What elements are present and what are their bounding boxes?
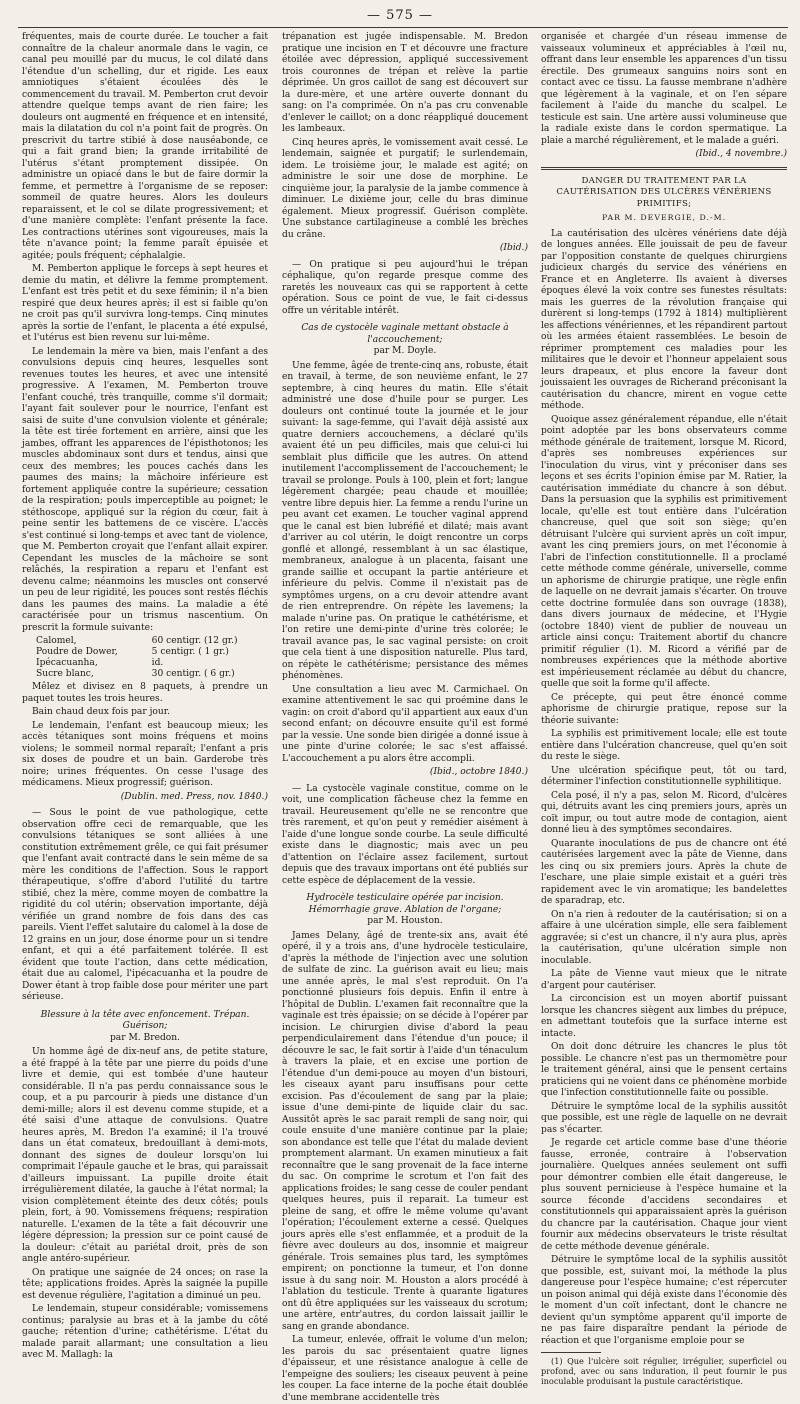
paragraph: trépanation est jugée indispensable. M. Bredon pratique une incision en T et découvre une fracture étoilée avec dépression, appliqué successivement trois couronnes de trépan et relève la partie déprimée. Un gros caillot de sang est découvert sur la dure-mère, et une artère ouverte donnant du sang: on l'a comprimée. On n'a pas cru convenable d'enlever le caillot; on a donc réappliqué doucement les lambeaux. (282, 32, 528, 134)
prescription-note: Mêlez et divisez en 8 paquets, à prendre un paquet toutes les trois heures. (22, 682, 268, 704)
paragraph: Le lendemain, l'enfant est beaucoup mieux; les accès tétaniques sont moins fréquens et moins violens; le sommeil normal reparaît; l'enfant a pris six doses de poudre et un bain. Garderobe très noire; urines fréquentes. On cesse l'usage des médicamens. Mieux progressif; guérison. (22, 720, 268, 788)
article-title: DANGER DU TRAITEMENT PAR LA CAUTÉRISATION DES ULCÈRES VÉNÉRIENS PRIMITIFS; (556, 175, 772, 209)
case-title-text: Hydrocèle testiculaire opérée par incision. Hémorrhagie grave. Ablation de l'organe; (306, 893, 504, 915)
paragraph: Cinq heures après, le vomissement avait cessé. Le lendemain, saignée et purgatif; le surlendemain, idem. Le troisième jour, le malade est agité; on administre le soir une dose de morphine. Le cinquième jour, la paralysie de la jambe commence à diminuer. Le dixième jour, celle du bras diminue également. Mieux progressif. Guérison complète. Une substance cartilagineuse a comblé les brèches du crâne. (282, 137, 528, 240)
dose: 60 centigr. (12 gr.) (151, 636, 238, 646)
paragraph: Le lendemain la mère va bien, mais l'enfant a des convulsions depuis cinq heures, lesquelles sont revenues toutes les heures, et avec une intensité progressive. A l'examen, M. Pemberton trouve l'enfant couché, très tranquille, comme s'il dormait; l'ayant fait soulever pour le nourrice, l'enfant est saisi de suite d'une convulsion violente et générale; la tête est tirée fortement en arrière, ainsi que les jambes, offrant les apparences de l'épisthotonos; les muscles abdominaux sont durs et tendus, ainsi que ceux des membres; les pouces cachés dans les paumes des mains; la mâchoire inférieure est fortement appliquée contre la supérieure; cessation de la respiration; pouls imperceptible au poignet; le stéthoscope, appliqué sur la région du cœur, fait à peine sentir les battemens de ce viscère. L'accès s'est continué si long-temps et avec tant de violence, que M. Pemberton croyait que l'enfant allait expirer. Cependant les muscles de la mâchoire se sont relâchés, la respiration a reparu et l'enfant est devenu calme; néanmoins les muscles ont conservé un peu de leur rigidité, les pouces sont restés fléchis dans les paumes des mains. La maladie a été caractérisée pour un trismus nascentium. On prescrit la formule suivante: (22, 346, 268, 633)
ingredient: Calomel, (36, 636, 77, 646)
case-title (22, 1010, 268, 1045)
paragraph: Je regarde cet article comme base d'une théorie fausse, erronée, contraire à l'observation journalière. Quelques années seulement ont suffi pour démontrer combien elle était dangereuse, le plus souvent pernicieuse à l'espèce humaine et la source féconde d'accidens secondaires et constitutionnels qui apparaissaient après la guérison du chancre par la cautérisation. Chaque jour vient fournir aux médecins observateurs le triste résultat de cette méthode devenue générale. (541, 1138, 787, 1252)
dose: 30 centigr. ( 6 gr.) (151, 669, 235, 679)
paragraph: Détruire le symptôme local de la syphilis aussitôt que possible, est une règle de laquelle on ne devrait pas s'écarter. (541, 1101, 787, 1135)
paragraph: Quarante inoculations de pus de chancre ont été cautérisées largement avec la pâte de Vienne, dans les cinq ou six premiers jours. Après la chute de l'eschare, une plaie simple existait et a guéri très rapidement avec le vin aromatique; les bandelettes de sparadrap, etc. (541, 838, 787, 906)
source-citation: (Dublin. med. Press, nov. 1840.) (120, 791, 268, 802)
prescription-formula (22, 636, 268, 680)
paragraph: Ce précepte, qui peut être énoncé comme aphorisme de chirurgie pratique, repose sur la théorie suivante: (541, 692, 787, 726)
paragraph: La cautérisation des ulcères vénériens date déjà de longues années. Elle jouissait de peu de faveur par l'opposition constante de quelques chirurgiens judicieux chargés du service des vénériens en France et en Angleterre. Ils avaient à diverses époques élevé la voix contre ses funestes résultats: mais les guerres de la révolution française qui durèrent si long-temps (1792 à 1814) multiplièrent les affections vénériennes, et les répandirent partout où les armées étaient rassemblées. Le besoin de réprimer promptement ces maladies pour les militaires que le devoir et l'honneur appelaient sous leurs drapeaux, et plus encore la faveur dont jouissaient les ouvrages de Richerand préconisant la cautérisation du chancre, mirent en vogue cette méthode. (541, 228, 787, 411)
prescription-row (22, 647, 268, 658)
paragraph: Quoique assez généralement répandue, elle n'était point adoptée par les bons observateurs comme méthode générale de traitement, lorsque M. Ricord, d'après ses nombreuses expériences sur l'inoculation du virus, vint y préconiser dans ses leçons et ses écrits l'opinion émise par M. Ratier, la cautérisation immédiate du chancre à son début. Dans la persuasion que la syphilis est primitivement locale, qu'elle est tout entière dans l'ulcération chancreuse, quel que soit son siège; qu'en détruisant l'ulcère qui survient après un coït impur, avant les cinq premiers jours, on met l'économie à l'abri de l'infection constitutionnelle. Il a proclamé cette méthode comme générale, universelle, comme un aphorisme de chirurgie pratique, une règle enfin de laquelle on ne devrait jamais s'écarter. On trouve cette doctrine formulée dans son ouvrage (1838), dans divers journaux de médecine, et l'Hygie (octobre 1840) vient de publier de nouveau un article ainsi conçu: Traitement abortif du chancre primitif régulier (1). M. Ricord a vérifié par de nombreuses expériences que la méthode abortive est impérieusement réclamée au début du chancre, quelle que soit la forme qu'il affecte. (541, 414, 787, 689)
page-number: — 575 — (366, 8, 434, 23)
case-author: par M. Doyle. (373, 346, 437, 356)
case-title-text: Cas de cystocèle vaginale mettant obstacle à l'accouchement; (301, 323, 509, 345)
case-title-text: Blessure à la tête avec enfoncement. Trépan. Guérison; (40, 1009, 250, 1031)
column-2 (282, 32, 528, 1403)
ingredient: Poudre de Dower, (36, 647, 118, 657)
dose: id. (151, 658, 164, 668)
paragraph: On pratique une saignée de 24 onces; on rase la tête; applications froides. Après la saignée la pupille est devenue régulière, l'agitation a diminué un peu. (22, 1267, 268, 1301)
paragraph: Détruire le symptôme local de la syphilis aussitôt que possible, est, suivant moi, la méthode la plus dangereuse pour l'espèce humaine; c'est répercuter un poison animal qui déjà existe dans l'économie dès le moment d'un coït infectant, dont le chancre ne devient qu'un symptôme apparent qu'il importe de ne pas faire disparaître pendant la période de réaction et que l'organisme emploie pour se (541, 1255, 787, 1346)
paragraph: organisée et chargée d'un réseau immense de vaisseaux volumineux et appréciables à l'œil nu, offrant dans leur ensemble les apparences d'un tissu érectile. Des grumeaux sanguins noirs sont en contact avec ce tissu. La fausse membrane n'adhère que légèrement à la vaginale, et on l'en sépare facilement à l'aide du manche du scalpel. Le testicule est sain. Une artère aussi volumineuse que la radiale existe dans le cordon spermatique. La plaie a marché régulièrement, et le malade a guéri. (541, 32, 787, 146)
case-title (282, 893, 528, 928)
source-citation: (Ibid., octobre 1840.) (429, 767, 528, 777)
paragraph: Une femme, âgée de trente-cinq ans, robuste, était en travail, à terme, de son neuvième enfant, le 27 septembre, à cinq heures du matin. Elle s'était administré une dose d'huile pour se purger. Les douleurs ont continué toute la journée et le jour suivant: la sage-femme, qui l'avait déjà assisté aux quatre derniers accouchemens, a déclaré qu'ils avaient été un peu difficiles, mais que celui-ci lui semblait plus difficile que les autres. On attend inutilement l'accomplissement de l'accouchement; le travail se prolonge. Pouls à 100, plein et fort; langue légèrement chargée; peau chaude et mouillée; ventre libre depuis hier. La femme a rendu l'urine un peu avant cet examen. Le toucher vaginal apprend que le canal est bien lubréfié et dilaté; mais avant d'arriver au col utérin, le doigt rencontre un corps gonflé et allongé, ressemblant à un sac élastique, membraneux, analogue à un placenta, faisant une grande saillie et occupant la partie antérieure et inférieure du pelvis. Comme il n'existait pas de symptômes urgens, on a cru devoir attendre avant de rien entreprendre. On répète les lavemens; la malade n'urine pas. On pratique le cathétérisme, et l'on retire une demi-pinte d'urine très colorée; le travail avance pas, le sac vaginal persiste: on croit que cela tient à une disposition naturelle. Plus tard, on répète le cathétérisme; persistance des mêmes phénomènes. (282, 360, 528, 681)
paragraph: Une ulcération spécifique peut, tôt ou tard, déterminer l'infection constitutionnelle syphilitique. (541, 765, 787, 787)
paragraph: — Sous le point de vue pathologique, cette observation offre ceci de remarquable, que les convulsions tétaniques se sont alliées à une constitution extrêmement grêle, ce qui fait présumer que l'enfant avait contracté dans le sein même de sa mère les conditions de l'affection. Sous le rapport thérapeutique, s'offre d'abord l'utilité du tartre stibié, chez la mère, comme moyen de combattre la rigidité du col utérin; observation importante, déjà vérifiée un grand nombre de fois dans des cas pareils. Vient l'effet salutaire du calomel à la dose de 12 grains en un jour, dose énorme pour un si tendre enfant, et qui a été parfaitement tolérée. Il est évident que toute l'action, dans cette médication, était due au calomel, l'ipécacuanha et la poudre de Dower étant à trop faible dose pour mériter une part sérieuse. (22, 808, 268, 1002)
prescription-row (22, 669, 268, 680)
paragraph: Cela posé, il n'y a pas, selon M. Ricord, d'ulcères qui, détruits avant les cinq premiers jours, après un coït impur, ou tout autre mode de contagion, aient donné lieu à des symptômes secondaires. (541, 790, 787, 835)
ingredient: Sucre blanc, (36, 669, 94, 679)
paragraph: On n'a rien à redouter de la cautérisation; si on a affaire à une ulcération simple, elle sera faiblement aggravée; si c'est un chancre, il n'y aura plus, après la cautérisation, qu'une ulcération simple non inoculable. (541, 909, 787, 966)
paragraph: La tumeur, enlevée, offrait le volume d'un melon; les parois du sac présentaient quatre lignes d'épaisseur, et une résistance analogue à celle de l'empeigne des souliers; les ciseaux peuvent à peine les couper. La face interne de la poche était doublée d'une membrane accidentelle très (282, 1335, 528, 1403)
footnote: (1) Que l'ulcère soit régulier, irrégulier, superficiel ou profond, avec ou sans induration, il peut fournir le pus inoculable produisant la pustule caractéristique. (541, 1356, 787, 1386)
case-author: par M. Houston. (367, 916, 443, 926)
paragraph: La circoncision est un moyen abortif puissant lorsque les chancres siègent aux limbes du prépuce, en admettant toutefois que la surface interne est intacte. (541, 994, 787, 1039)
paragraph: — La cystocèle vaginale constitue, comme on le voit, une complication fâcheuse chez la femme en travail. Heureusement qu'elle ne se rencontre que très rarement, et qu'on peut y remédier aisément à l'aide d'une longue sonde courbe. La seule difficulté existe dans le diagnostic; mais avec un peu d'attention on l'éclaire assez facilement, surtout depuis que des travaux importans ont été publiés sur cette espèce de déplacement de la vessie. (282, 783, 528, 886)
column-1 (22, 32, 268, 1360)
source-citation: (Ibid., 4 novembre.) (695, 149, 787, 159)
paragraph: fréquentes, mais de courte durée. Le toucher a fait connaître de la chaleur anormale dans le vagin, ce canal peu mouillé par du mucus, le col dilaté dans l'étendue d'un schelling, dur et rigide. Les eaux amniotiques s'étaient écoulées dès le commencement du travail. M. Pemberton crut devoir attendre quelque temps avant de rien faire; les douleurs ont augmenté en fréquence et en intensité, mais la dilatation du col n'a point fait de progrès. On prescrivit du tartre stibié à dose nauséabonde, ce qui a fait grand bien; la grande irritabilité de l'utérus s'étant promptement dissipée. On administre un opiacé dans le but de faire dormir la femme, et permettre à l'organisme de se reposer: sommeil de quatre heures. Alors les douleurs reparaissent, et le col se dilate progressivement; et d'une manière complète: l'enfant présente la face. Les contractions utérines sont vigoureuses, mais la tête n'avance point; la femme paraît épuisée et agitée; pouls fréquent; céphalalgie. (22, 32, 268, 261)
paragraph: James Delany, âgé de trente-six ans, avait été opéré, il y a trois ans, d'une hydrocèle testiculaire, d'après la méthode de l'injection avec une solution de sulfate de zinc. La guérison avait eu lieu; mais une année après, le mal s'est reproduit. On l'a ponctionné plusieurs fois depuis. Enfin il entre à l'hôpital de Dublin. L'examen fait reconnaître que la vaginale est très épaissie; on se décide à l'opérer par incision. Le chirurgien divise d'abord la peau perpendiculairement dans l'étendue d'un pouce; il découvre le sac, le fait sortir à l'aide d'un ténaculum à travers la plaie, et en excise une portion de l'étendue d'un demi-pouce au moyen d'un bistouri, les ciseaux ayant paru insuffisans pour cette excision. Pas d'écoulement de sang par la plaie; issue d'une demi-pinte de liquide clair du sac. Aussitôt après le sac parait rempli de sang noir, qui coule ensuite d'une manière continue par la plaie; son abondance est telle que l'état du malade devient promptement alarmant. Un examen minutieux a fait reconnaître que le sang provenait de la face interne du sac. On comprime le scrotum et l'on fait des applications froides; le sang cesse de couler pendant quelques heures, puis il reparait. La tumeur est pleine de sang, et offre le même volume qu'avant l'opération; l'écoulement externe a cessé. Quelques jours après elle s'est enflammée, et a produit de la fièvre avec douleurs au dos, insomnie et maigreur générale. Trois semaines plus tard, les symptômes empirent; on ponctionne la tumeur, et l'on donne issue à du sang noir. M. Houston a alors procédé à l'ablation du testicule. Trente à quarante ligatures ont dû être appliquées sur les vaisseaux du scrotum; une artère, entr'autres, du cordon laissait jaillir le sang en grande abondance. (282, 930, 528, 1332)
prescription-note: Bain chaud deux fois par jour. (32, 707, 170, 717)
header-rule (18, 27, 788, 28)
prescription-row (22, 636, 268, 647)
case-title (282, 323, 528, 358)
paragraph: On doit donc détruire les chancres le plus tôt possible. Le chancre n'est pas un thermomètre pour le traitement général, ainsi que le pensent certains praticiens qui ne voient dans ce phénomène morbide que l'infection constitutionnelle faite ou possible. (541, 1042, 787, 1098)
paragraph: Un homme âgé de dix-neuf ans, de petite stature, a été frappé à la tête par une pierre du poids d'une livre et demie, qui est tombée d'une hauteur considérable. Il n'a pas perdu connaissance sous le coup, et a pu parcourir à pieds une distance d'un demi-mille; alors il est devenu comme stupide, et a été saisi d'une attaque de convulsions. Quatre heures après, M. Bredon l'a examiné; il l'a trouvé dans un état comateux, bredouillant à demi-mots, donnant des signes de douleur lorsqu'on lui comprimait l'épaule gauche et le bras, qui paraissait d'ailleurs impuissant. La pupille droite était irrégulièrement dilatée, la gauche à l'état normal; la vision complètement éteinte des deux côtés; pouls plein, fort, à 90. Vomissemens fréquens; respiration naturelle. L'examen de la tête a fait découvrir une légère dépression; la pression sur ce point causé de la douleur: c'était au pariétal droit, près de son angle antéro-supérieur. (22, 1047, 268, 1264)
source-citation: (Ibid.) (499, 243, 528, 253)
column-3 (541, 32, 787, 1386)
paragraph: Une consultation a lieu avec M. Carmichael. On examine attentivement le sac qui proémine dans le vagin: on croit d'abord qu'il appartient aux eaux d'un second enfant; on découvre ensuite qu'il est formé par la vessie. Une sonde bien dirigée a donné issue à une pinte d'urine colorée; le sac s'est affaissé. L'accouchement a pu alors être accompli. (282, 684, 528, 764)
paragraph: — On pratique si peu aujourd'hui le trépan céphalique, qu'on regarde presque comme des raretés les nouveaux cas qui se rapportent à cette opération. Sous ce point de vue, le fait ci-dessus offre un véritable intérêt. (282, 259, 528, 316)
prescription-row (22, 658, 268, 669)
case-author: par M. Bredon. (109, 1032, 181, 1043)
ingredient: Ipécacuanha, (36, 658, 98, 668)
footnote-rule (541, 1352, 601, 1353)
paragraph: La pâte de Vienne vaut mieux que le nitrate d'argent pour cautériser. (541, 969, 787, 991)
article-author: PAR M. DEVERGIE, D.-M. (601, 213, 727, 222)
section-divider (541, 167, 787, 170)
dose: 5 centigr. ( 1 gr.) (151, 647, 229, 657)
paragraph: M. Pemberton applique le forceps à sept heures et demie du matin, et délivre la femme promptement. L'enfant est très petit et du sexe féminin; il n'a bien respiré que deux heures après; il est si faible qu'on ne croit pas qu'il survivra long-temps. Cinq minutes après la sortie de l'enfant, le placenta a été expulsé, et l'utérus est bien revenu sur lui-même. (22, 264, 268, 343)
paragraph: Le lendemain, stupeur considérable; vomissemens continus; paralysie au bras et à la jambe du côté gauche; rétention d'urine; cathétérisme. L'état du malade parait allarmant; une consultation a lieu avec M. Mallagh: la (22, 1304, 268, 1360)
paragraph: La syphilis est primitivement locale; elle est toute entière dans l'ulcération chancreuse, quel qu'en soit du reste le siège. (541, 729, 787, 762)
